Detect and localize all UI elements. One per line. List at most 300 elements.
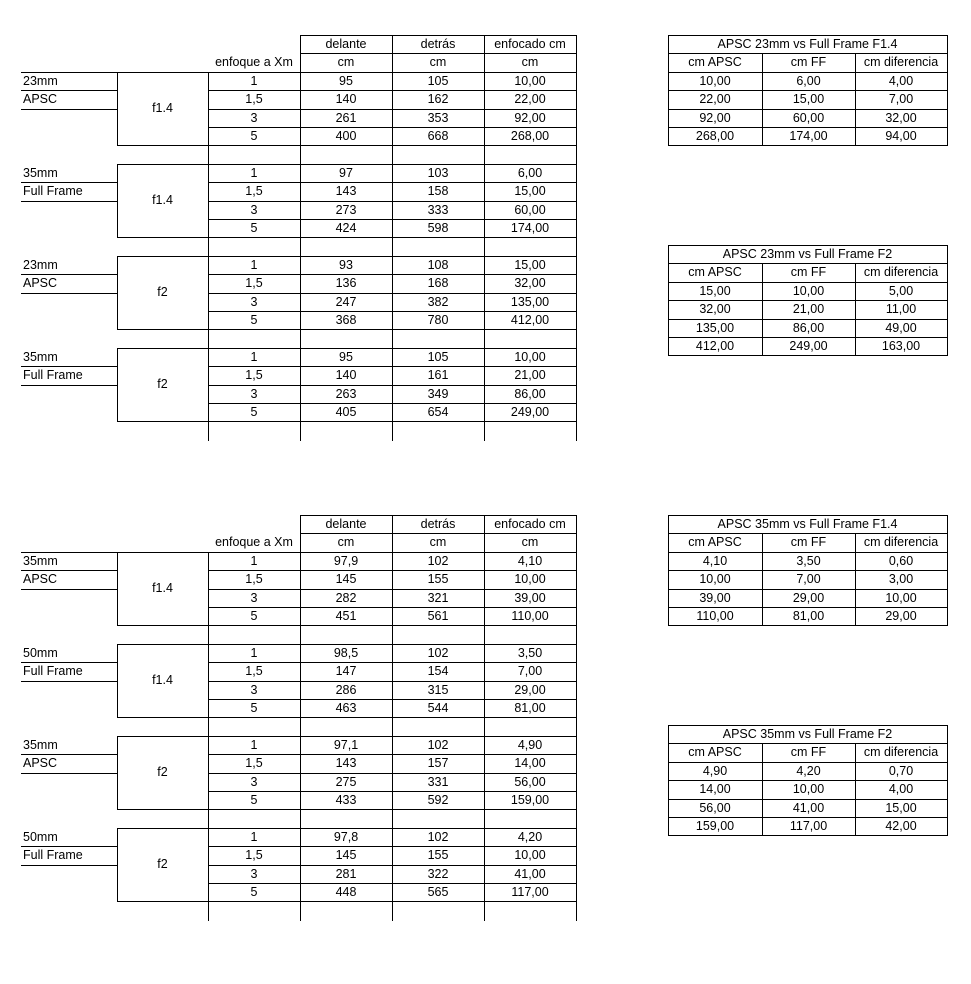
focus-distance: 1 [250, 350, 258, 364]
focus-distance: 1 [250, 738, 258, 752]
comparison-value: 4,00 [888, 74, 914, 88]
value-enfocado: 249,00 [510, 405, 550, 419]
value-detras: 565 [427, 885, 449, 899]
sensor-label: APSC [23, 572, 58, 586]
value-enfocado: 7,00 [517, 664, 543, 678]
value-enfocado: 110,00 [511, 609, 549, 623]
col-header-detras: detrás [420, 37, 456, 51]
comparison-value: 7,00 [796, 572, 821, 586]
comparison-value: 56,00 [699, 801, 731, 815]
grid-line [668, 90, 948, 91]
comparison-value: 163,00 [881, 339, 921, 353]
unit-label: cm [521, 55, 539, 69]
value-delante: 95 [339, 350, 353, 364]
value-delante: 463 [335, 701, 357, 715]
grid-line [21, 385, 118, 386]
value-enfocado: 10,00 [514, 350, 546, 364]
aperture-label: f1.4 [152, 101, 173, 115]
aperture-label: f2 [157, 285, 168, 299]
lens-label: 35mm [23, 166, 58, 180]
grid-line [117, 625, 577, 626]
comparison-value: 174,00 [789, 129, 828, 143]
value-delante: 98,5 [333, 646, 359, 660]
comparison-value: 81,00 [792, 609, 825, 623]
lens-label: 50mm [23, 830, 58, 844]
grid-line [668, 589, 948, 590]
value-enfocado: 86,00 [514, 387, 546, 401]
grid-line [21, 754, 118, 755]
focus-distance: 3 [250, 775, 258, 789]
comparison-value: 32,00 [885, 111, 917, 125]
value-enfocado: 3,50 [517, 646, 543, 660]
comparison-value: 10,00 [885, 591, 917, 605]
value-detras: 353 [427, 111, 449, 125]
value-delante: 261 [335, 111, 357, 125]
sensor-label: APSC [23, 276, 58, 290]
grid-line [117, 348, 118, 422]
grid-line [576, 515, 577, 921]
value-detras: 321 [427, 591, 449, 605]
comparison-value: 41,00 [792, 801, 825, 815]
grid-line [668, 835, 948, 836]
grid-line [668, 817, 948, 818]
grid-line [576, 35, 577, 441]
value-enfocado: 22,00 [514, 92, 546, 106]
grid-line [21, 90, 118, 91]
focus-distance: 1,5 [245, 572, 263, 586]
grid-line [21, 570, 118, 571]
grid-line [21, 182, 118, 183]
grid-line [668, 799, 948, 800]
grid-line [668, 127, 948, 128]
grid-line [117, 237, 577, 238]
value-detras: 349 [427, 387, 449, 401]
value-detras: 598 [427, 221, 449, 235]
grid-line [21, 201, 118, 202]
comparison-value: 86,00 [792, 321, 825, 335]
value-detras: 155 [427, 572, 449, 586]
value-detras: 544 [427, 701, 449, 715]
aperture-label: f2 [157, 377, 168, 391]
focus-distance: 1 [250, 258, 258, 272]
value-detras: 102 [427, 830, 449, 844]
value-detras: 592 [427, 793, 449, 807]
focus-distance: 1,5 [245, 276, 263, 290]
grid-line [117, 145, 577, 146]
comparison-value: 4,20 [796, 764, 821, 778]
grid-line [21, 865, 118, 866]
value-enfocado: 10,00 [514, 848, 546, 862]
grid-line [668, 245, 948, 246]
col-header-delante: delante [325, 517, 367, 531]
grid-line [300, 35, 301, 441]
value-enfocado: 10,00 [514, 74, 546, 88]
grid-line [300, 533, 577, 534]
comparison-value: 32,00 [699, 302, 731, 316]
value-detras: 154 [427, 664, 449, 678]
comparison-value: 42,00 [885, 819, 917, 833]
focus-distance: 1,5 [245, 184, 263, 198]
grid-line [668, 607, 948, 608]
comparison-col-header: cm FF [790, 55, 827, 69]
grid-line [668, 300, 948, 301]
value-delante: 273 [335, 203, 357, 217]
value-detras: 155 [427, 848, 449, 862]
value-enfocado: 41,00 [514, 867, 546, 881]
grid-line [668, 533, 948, 534]
grid-line [117, 809, 577, 810]
sensor-label: Full Frame [23, 664, 83, 678]
unit-label: cm [429, 55, 447, 69]
focus-distance: 5 [250, 221, 258, 235]
value-delante: 282 [335, 591, 357, 605]
comparison-value: 29,00 [792, 591, 825, 605]
comparison-value: 3,50 [796, 554, 821, 568]
grid-line [668, 72, 948, 73]
value-detras: 382 [427, 295, 449, 309]
value-detras: 168 [427, 276, 449, 290]
value-enfocado: 39,00 [514, 591, 546, 605]
value-enfocado: 135,00 [510, 295, 550, 309]
grid-line [668, 319, 948, 320]
comparison-col-header: cm APSC [688, 535, 742, 549]
lens-label: 50mm [23, 646, 58, 660]
grid-line [21, 589, 118, 590]
grid-line [117, 72, 118, 146]
grid-line [21, 274, 118, 275]
value-enfocado: 6,00 [517, 166, 543, 180]
comparison-value: 22,00 [699, 92, 731, 106]
focus-distance: 1,5 [245, 756, 263, 770]
grid-line [668, 35, 669, 146]
grid-line [117, 828, 118, 902]
grid-line [947, 245, 948, 356]
col-header-enfocado: enfocado cm [494, 37, 566, 51]
comparison-title: APSC 23mm vs Full Frame F2 [722, 247, 893, 261]
grid-line [668, 743, 948, 744]
grid-line [21, 681, 118, 682]
comparison-value: 21,00 [792, 302, 825, 316]
sensor-label: APSC [23, 756, 58, 770]
comparison-value: 49,00 [885, 321, 917, 335]
value-delante: 368 [335, 313, 357, 327]
value-enfocado: 4,10 [517, 554, 543, 568]
value-detras: 333 [427, 203, 449, 217]
grid-line [668, 282, 948, 283]
value-delante: 433 [335, 793, 357, 807]
value-detras: 162 [427, 92, 449, 106]
value-detras: 561 [427, 609, 449, 623]
comparison-value: 14,00 [699, 782, 731, 796]
grid-line [762, 533, 763, 626]
value-enfocado: 32,00 [514, 276, 546, 290]
grid-line [117, 717, 577, 718]
grid-line [300, 515, 301, 921]
value-delante: 136 [335, 276, 357, 290]
comparison-value: 10,00 [699, 74, 731, 88]
comparison-value: 10,00 [792, 782, 825, 796]
value-detras: 315 [427, 683, 449, 697]
grid-line [21, 109, 118, 110]
value-detras: 331 [427, 775, 449, 789]
grid-line [300, 35, 577, 36]
value-detras: 102 [427, 554, 449, 568]
value-enfocado: 81,00 [514, 701, 546, 715]
sensor-label: Full Frame [23, 368, 83, 382]
grid-line [117, 552, 118, 626]
comparison-value: 7,00 [888, 92, 914, 106]
comparison-value: 10,00 [792, 284, 825, 298]
value-enfocado: 15,00 [514, 258, 546, 272]
unit-label: cm [521, 535, 539, 549]
grid-line [762, 743, 763, 836]
value-enfocado: 92,00 [514, 111, 546, 125]
grid-line [484, 35, 485, 441]
aperture-label: f1.4 [152, 193, 173, 207]
grid-line [668, 515, 669, 626]
lens-label: 23mm [23, 74, 58, 88]
value-enfocado: 29,00 [514, 683, 546, 697]
grid-line [855, 533, 856, 626]
focus-distance: 3 [250, 203, 258, 217]
grid-line [762, 263, 763, 356]
value-detras: 668 [427, 129, 449, 143]
value-enfocado: 56,00 [514, 775, 546, 789]
comparison-value: 412,00 [695, 339, 735, 353]
row-label-enfoque: enfoque a Xm [215, 55, 293, 69]
grid-line [21, 662, 118, 663]
grid-line [668, 35, 948, 36]
value-delante: 145 [335, 848, 357, 862]
grid-line [21, 773, 118, 774]
value-delante: 97,1 [333, 738, 359, 752]
focus-distance: 5 [250, 793, 258, 807]
unit-label: cm [429, 535, 447, 549]
comparison-col-header: cm FF [790, 265, 827, 279]
comparison-value: 60,00 [792, 111, 825, 125]
grid-line [117, 421, 577, 422]
grid-line [21, 293, 118, 294]
comparison-col-header: cm FF [790, 535, 827, 549]
grid-line [668, 725, 669, 836]
focus-distance: 1 [250, 646, 258, 660]
comparison-value: 29,00 [885, 609, 917, 623]
focus-distance: 1 [250, 166, 258, 180]
focus-distance: 3 [250, 591, 258, 605]
comparison-col-header: cm diferencia [863, 535, 939, 549]
sensor-label: Full Frame [23, 848, 83, 862]
value-detras: 102 [427, 738, 449, 752]
focus-distance: 5 [250, 609, 258, 623]
value-enfocado: 15,00 [514, 184, 546, 198]
aperture-label: f1.4 [152, 581, 173, 595]
grid-line [392, 515, 393, 921]
comparison-value: 6,00 [796, 74, 821, 88]
value-detras: 654 [427, 405, 449, 419]
comparison-value: 3,00 [888, 572, 914, 586]
value-enfocado: 10,00 [514, 572, 546, 586]
value-enfocado: 21,00 [514, 368, 546, 382]
focus-distance: 5 [250, 129, 258, 143]
value-delante: 145 [335, 572, 357, 586]
focus-distance: 1 [250, 554, 258, 568]
value-enfocado: 412,00 [510, 313, 550, 327]
comparison-value: 0,70 [888, 764, 914, 778]
grid-line [117, 736, 118, 810]
value-delante: 97,9 [333, 554, 359, 568]
focus-distance: 5 [250, 313, 258, 327]
grid-line [668, 109, 948, 110]
grid-line [392, 35, 393, 441]
value-detras: 780 [427, 313, 449, 327]
comparison-col-header: cm diferencia [863, 265, 939, 279]
comparison-col-header: cm APSC [688, 55, 742, 69]
grid-line [668, 337, 948, 338]
value-enfocado: 4,90 [517, 738, 543, 752]
row-label-enfoque: enfoque a Xm [215, 535, 293, 549]
value-delante: 140 [335, 368, 357, 382]
comparison-value: 268,00 [695, 129, 735, 143]
focus-distance: 5 [250, 405, 258, 419]
comparison-col-header: cm diferencia [863, 55, 939, 69]
value-enfocado: 174,00 [510, 221, 550, 235]
value-delante: 140 [335, 92, 357, 106]
value-detras: 161 [427, 368, 449, 382]
focus-distance: 3 [250, 683, 258, 697]
grid-line [117, 329, 577, 330]
comparison-value: 4,90 [702, 764, 728, 778]
grid-line [208, 552, 209, 921]
grid-line [947, 515, 948, 626]
value-detras: 105 [427, 74, 449, 88]
comparison-col-header: cm APSC [688, 745, 742, 759]
focus-distance: 1,5 [245, 92, 263, 106]
focus-distance: 1,5 [245, 368, 263, 382]
value-enfocado: 60,00 [514, 203, 546, 217]
comparison-title: APSC 23mm vs Full Frame F1.4 [717, 37, 898, 51]
value-detras: 105 [427, 350, 449, 364]
grid-line [668, 552, 948, 553]
grid-line [947, 725, 948, 836]
value-detras: 102 [427, 646, 449, 660]
focus-distance: 1 [250, 830, 258, 844]
sensor-label: Full Frame [23, 184, 83, 198]
grid-line [668, 570, 948, 571]
focus-distance: 3 [250, 111, 258, 125]
grid-line [855, 743, 856, 836]
value-delante: 93 [339, 258, 353, 272]
grid-line [668, 725, 948, 726]
value-enfocado: 117,00 [511, 885, 549, 899]
comparison-value: 159,00 [695, 819, 735, 833]
comparison-value: 15,00 [792, 92, 825, 106]
grid-line [855, 263, 856, 356]
comparison-col-header: cm APSC [688, 265, 742, 279]
col-header-delante: delante [325, 37, 367, 51]
value-delante: 281 [335, 867, 357, 881]
grid-line [117, 256, 118, 330]
aperture-label: f1.4 [152, 673, 173, 687]
grid-line [668, 625, 948, 626]
grid-line [668, 355, 948, 356]
focus-distance: 5 [250, 885, 258, 899]
comparison-value: 11,00 [885, 302, 917, 316]
comparison-value: 39,00 [699, 591, 731, 605]
grid-line [668, 263, 948, 264]
lens-label: 35mm [23, 350, 58, 364]
value-enfocado: 4,20 [517, 830, 543, 844]
comparison-value: 4,10 [702, 554, 728, 568]
focus-distance: 1,5 [245, 848, 263, 862]
comparison-value: 110,00 [696, 609, 734, 623]
focus-distance: 3 [250, 387, 258, 401]
lens-label: 35mm [23, 738, 58, 752]
grid-line [21, 366, 118, 367]
comparison-value: 94,00 [885, 129, 917, 143]
col-header-enfocado: enfocado cm [494, 517, 566, 531]
comparison-value: 117,00 [789, 819, 828, 833]
focus-distance: 1 [250, 74, 258, 88]
value-delante: 143 [335, 184, 357, 198]
comparison-value: 15,00 [885, 801, 917, 815]
comparison-value: 15,00 [699, 284, 731, 298]
comparison-value: 92,00 [699, 111, 731, 125]
value-delante: 275 [335, 775, 357, 789]
aperture-label: f2 [157, 765, 168, 779]
value-delante: 97 [339, 166, 353, 180]
value-delante: 95 [339, 74, 353, 88]
grid-line [668, 515, 948, 516]
value-delante: 451 [335, 609, 357, 623]
value-detras: 157 [427, 756, 449, 770]
grid-line [300, 53, 577, 54]
grid-line [21, 846, 118, 847]
sensor-label: APSC [23, 92, 58, 106]
value-detras: 103 [427, 166, 449, 180]
value-delante: 424 [335, 221, 357, 235]
grid-line [117, 644, 118, 718]
grid-line [668, 762, 948, 763]
grid-line [947, 35, 948, 146]
comparison-value: 249,00 [789, 339, 828, 353]
grid-line [208, 72, 209, 441]
value-delante: 147 [335, 664, 357, 678]
comparison-col-header: cm diferencia [863, 745, 939, 759]
value-delante: 448 [335, 885, 357, 899]
comparison-title: APSC 35mm vs Full Frame F2 [722, 727, 893, 741]
value-enfocado: 14,00 [514, 756, 546, 770]
col-header-detras: detrás [420, 517, 456, 531]
comparison-value: 10,00 [699, 572, 731, 586]
aperture-label: f2 [157, 857, 168, 871]
value-enfocado: 268,00 [510, 129, 550, 143]
value-delante: 247 [335, 295, 357, 309]
value-delante: 286 [335, 683, 357, 697]
value-delante: 143 [335, 756, 357, 770]
grid-line [117, 164, 118, 238]
grid-line [668, 245, 669, 356]
grid-line [300, 515, 577, 516]
comparison-value: 0,60 [888, 554, 914, 568]
value-enfocado: 159,00 [510, 793, 550, 807]
focus-distance: 3 [250, 295, 258, 309]
comparison-col-header: cm FF [790, 745, 827, 759]
grid-line [762, 53, 763, 146]
comparison-value: 4,00 [888, 782, 914, 796]
grid-line [117, 901, 577, 902]
focus-distance: 5 [250, 701, 258, 715]
grid-line [668, 780, 948, 781]
